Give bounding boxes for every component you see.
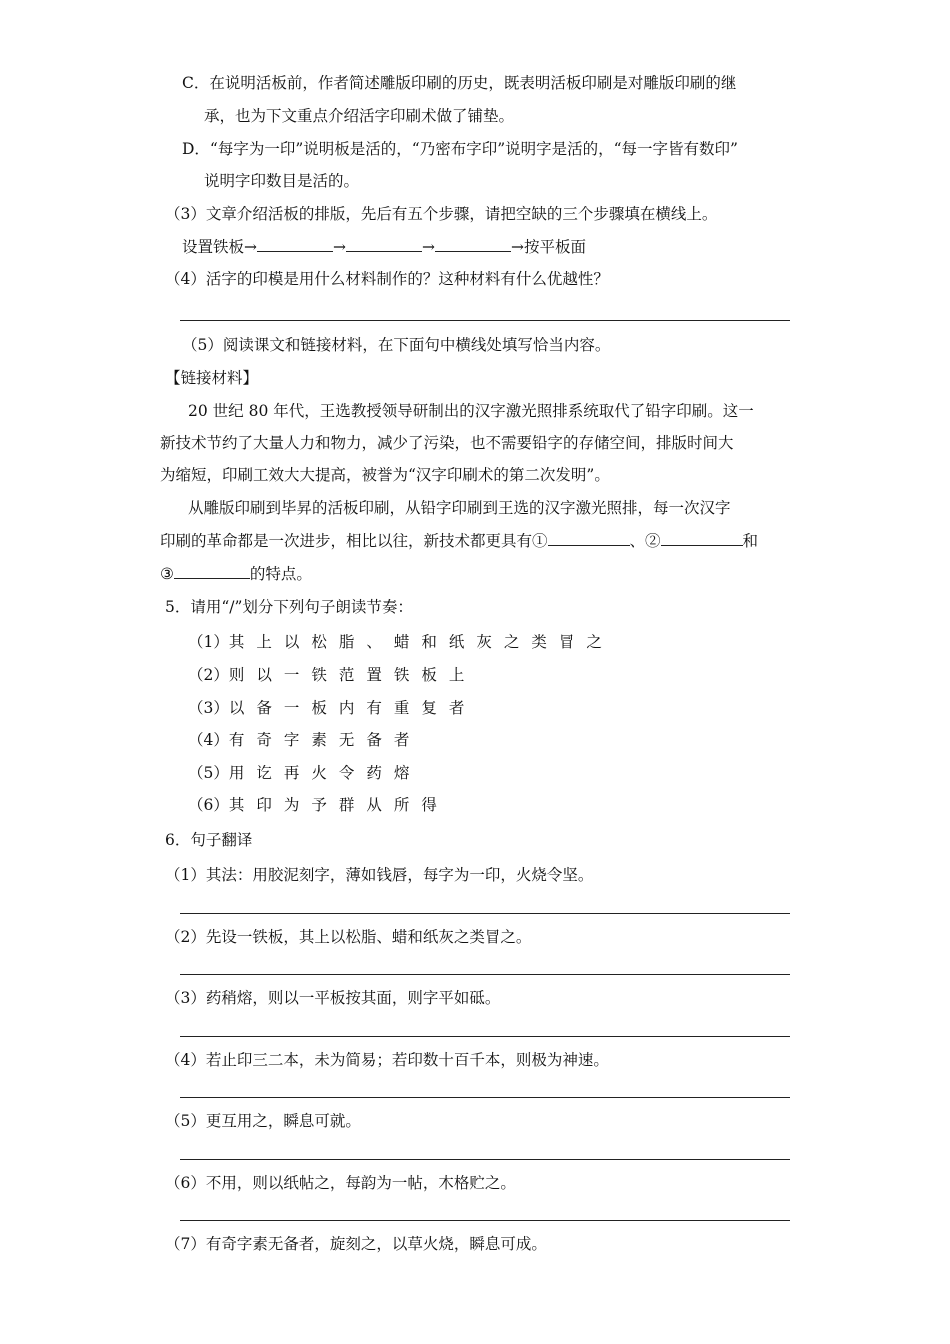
text-segment: 、② xyxy=(629,532,661,550)
q6-item: （1）其法：用胶泥刻字，薄如钱唇，每字为一印，火烧令坚。 xyxy=(165,866,594,884)
item-text: 则以一铁范置铁板上 xyxy=(228,666,477,684)
q6-item: （5）更互用之，瞬息可就。 xyxy=(165,1112,361,1130)
text-segment: ③ xyxy=(160,565,174,583)
answer-line[interactable] xyxy=(180,1097,790,1098)
answer-blank[interactable] xyxy=(346,235,422,252)
q6-item: （7）有奇字素无备者，旋刻之，以草火烧，瞬息可成。 xyxy=(165,1235,547,1253)
q6-item: （2）先设一铁板，其上以松脂、蜡和纸灰之类冒之。 xyxy=(165,928,532,946)
item-text: 有奇字素无备者 xyxy=(228,731,422,749)
sub3-steps xyxy=(182,235,586,258)
item-number: （6） xyxy=(188,796,229,814)
sub4-prompt: （4）活字的印模是用什么材料制作的？这种材料有什么优越性？ xyxy=(165,270,609,288)
item-number: （3） xyxy=(188,699,229,717)
q6-item: （4）若止印三二本，未为简易；若印数十百千本，则极为神速。 xyxy=(165,1051,609,1069)
answer-blank[interactable] xyxy=(174,562,250,579)
link-paragraph-line: 为缩短，印刷工效大大提高，被誉为“汉字印刷术的第二次发明”。 xyxy=(160,466,610,484)
text-segment: 印刷的革命都是一次进步，相比以往，新技术都更具有① xyxy=(160,532,548,550)
link-paragraph-line: 从雕版印刷到毕昇的活板印刷，从铅字印刷到王选的汉字激光照排，每一次汉字 xyxy=(188,499,731,517)
q5-item xyxy=(188,697,476,719)
answer-line[interactable] xyxy=(180,974,790,975)
q5-item xyxy=(188,794,449,816)
answer-line[interactable] xyxy=(180,1220,790,1221)
answer-blank[interactable] xyxy=(661,529,743,546)
item-number: （5） xyxy=(188,764,229,782)
q5-item xyxy=(188,631,614,653)
link-paragraph-line: 新技术节约了大量人力和物力，减少了污染，也不需要铅字的存储空间，排版时间大 xyxy=(160,434,734,452)
text-segment: 的特点。 xyxy=(249,565,312,583)
item-text: 以备一板内有重复者 xyxy=(228,699,477,717)
answer-blank[interactable] xyxy=(257,235,333,252)
item-text: 其印为予群从所得 xyxy=(228,796,449,814)
option-c-line1: C．在说明活板前，作者简述雕版印刷的历史，既表明活板印刷是对雕版印刷的继 xyxy=(182,74,737,92)
link-paragraph-line xyxy=(160,529,758,552)
answer-line[interactable] xyxy=(180,913,790,914)
link-paragraph-line xyxy=(160,562,312,585)
answer-line[interactable] xyxy=(180,1036,790,1037)
text-segment: 和 xyxy=(742,532,759,550)
arrow: → xyxy=(422,238,435,256)
answer-line[interactable] xyxy=(180,320,790,321)
item-text: 其上以松脂、蜡和纸灰之类冒之 xyxy=(228,633,614,651)
option-d-line2: 说明字印数目是活的。 xyxy=(204,172,360,190)
item-number: （2） xyxy=(188,666,229,684)
q6-title: 6．句子翻译 xyxy=(165,831,253,849)
sub5-prompt: （5）阅读课文和链接材料，在下面句中横线处填写恰当内容。 xyxy=(182,336,611,354)
item-text: 用讫再火令药熔 xyxy=(228,764,422,782)
answer-blank[interactable] xyxy=(435,235,511,252)
arrow: → xyxy=(333,238,346,256)
option-d-line1: D．“每字为一印”说明板是活的，“乃密布字印”说明字是活的，“每一字皆有数印” xyxy=(182,140,738,158)
q5-item xyxy=(188,664,476,686)
answer-line[interactable] xyxy=(180,1159,790,1160)
sub3-end: →按平板面 xyxy=(511,238,586,256)
link-material-header: 【链接材料】 xyxy=(165,369,259,387)
sub3-start: 设置铁板→ xyxy=(182,238,257,256)
answer-blank[interactable] xyxy=(548,529,630,546)
sub3-prompt: （3）文章介绍活板的排版，先后有五个步骤，请把空缺的三个步骤填在横线上。 xyxy=(165,205,718,223)
q6-item: （6）不用，则以纸帖之，每韵为一帖，木格贮之。 xyxy=(165,1174,516,1192)
q5-item xyxy=(188,729,421,751)
link-paragraph-line: 20 世纪 80 年代，王选教授领导研制出的汉字激光照排系统取代了铅字印刷。这一 xyxy=(188,402,754,420)
item-number: （4） xyxy=(188,731,229,749)
q5-item xyxy=(188,762,421,784)
q6-item: （3）药稍熔，则以一平板按其面，则字平如砥。 xyxy=(165,989,501,1007)
option-c-line2: 承，也为下文重点介绍活字印刷术做了铺垫。 xyxy=(204,107,515,125)
item-number: （1） xyxy=(188,633,229,651)
q5-title: 5．请用“/”划分下列句子朗读节奏： xyxy=(165,598,413,616)
